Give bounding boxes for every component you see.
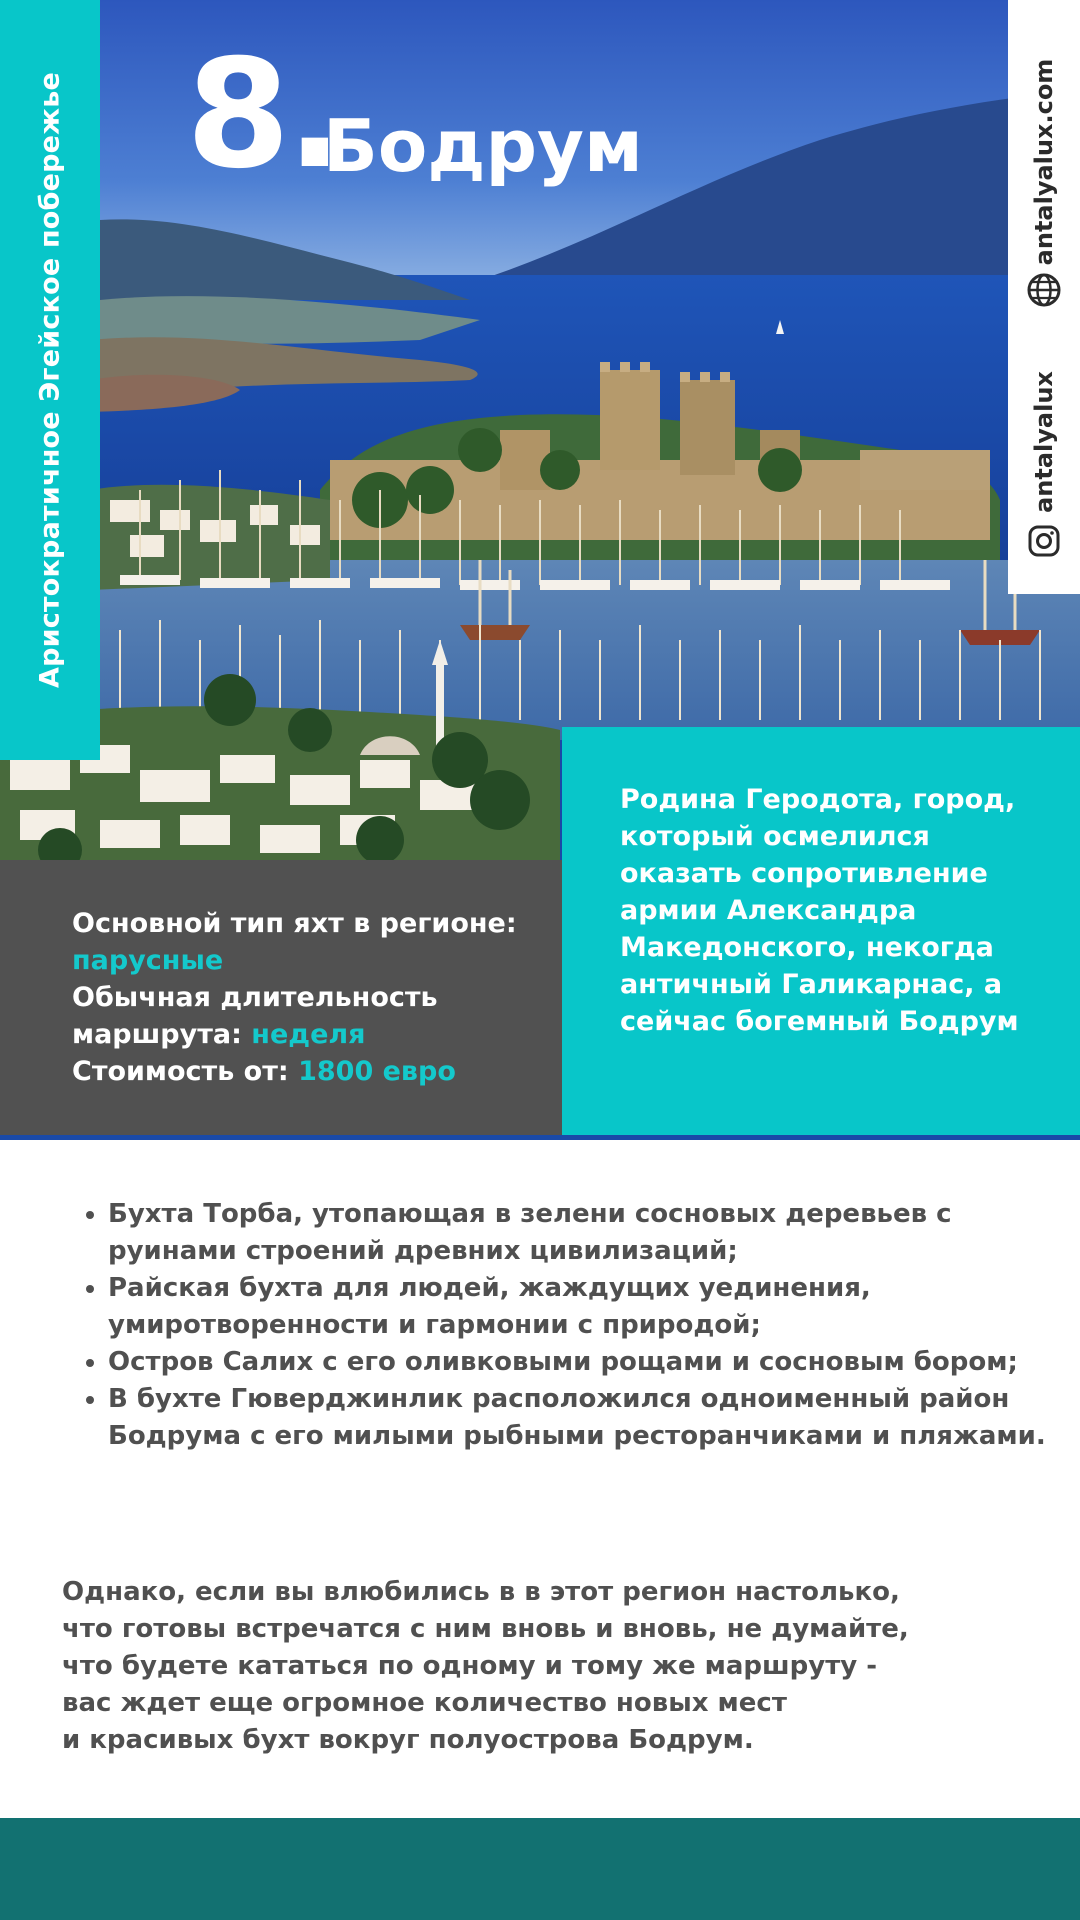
closing-line: что будете кататься по одному и тому же маршруту - [62,1651,878,1681]
duration-row [72,979,552,1053]
yacht-type-value: парусные [72,945,224,976]
instagram-handle[interactable]: antalyalux [1030,371,1058,513]
social-strip [1008,0,1080,594]
closing-line: Однако, если вы влюбились в в этот регион настолько, [62,1577,900,1607]
yacht-info-lines [72,905,552,1090]
description-text: Родина Геродота, город, который осмелился оказать сопротивление армии Александра Македонского, некогда античный Галикарнас, а сейчас богемный Бодрум [620,784,1019,1037]
website-link[interactable]: antalyalux.com [1030,58,1058,266]
list-item: • Бухта Торба, утопающая в зелени сосновых деревьев с руинами строений древних цивилизаций; [108,1196,1068,1270]
page-number: 8. [186,28,340,202]
list-item: • Остров Салих с его оливковыми рощами и сосновым бором; [108,1344,1068,1381]
yacht-type-row [72,905,552,979]
footer-bar [0,1818,1080,1920]
side-banner-text: Аристократичное Эгейское побережье [34,71,66,689]
price-label: Стоимость от: [72,1056,299,1087]
closing-paragraph [62,1574,1022,1759]
price-value: 1800 евро [298,1056,456,1087]
price-row [72,1053,552,1090]
yacht-type-label: Основной тип яхт в регионе: [72,908,517,939]
duration-label: Обычная длительность маршрута: [72,982,438,1050]
duration-value: неделя [251,1019,366,1050]
bays-list [62,1196,1068,1455]
page-title: Бодрум [323,104,643,188]
description-box [562,727,1080,1135]
closing-line: что готовы встречатся с ним вновь и вновь, не думайте, [62,1614,909,1644]
list-item: • Райская бухта для людей, жаждущих уединения, умиротворенности и гармонии с природой; [108,1270,1068,1344]
side-banner [0,0,100,760]
closing-line: вас ждет еще огромное количество новых мест [62,1688,787,1718]
yacht-info-box [0,860,562,1135]
list-item: • В бухте Гюверджинлик расположился одноименный район Бодрума с его милыми рыбными ресторанчиками и пляжами. [108,1381,1068,1455]
globe-icon [1026,272,1062,308]
instagram-icon [1027,524,1061,558]
closing-line: и красивых бухт вокруг полуострова Бодрум. [62,1725,754,1755]
